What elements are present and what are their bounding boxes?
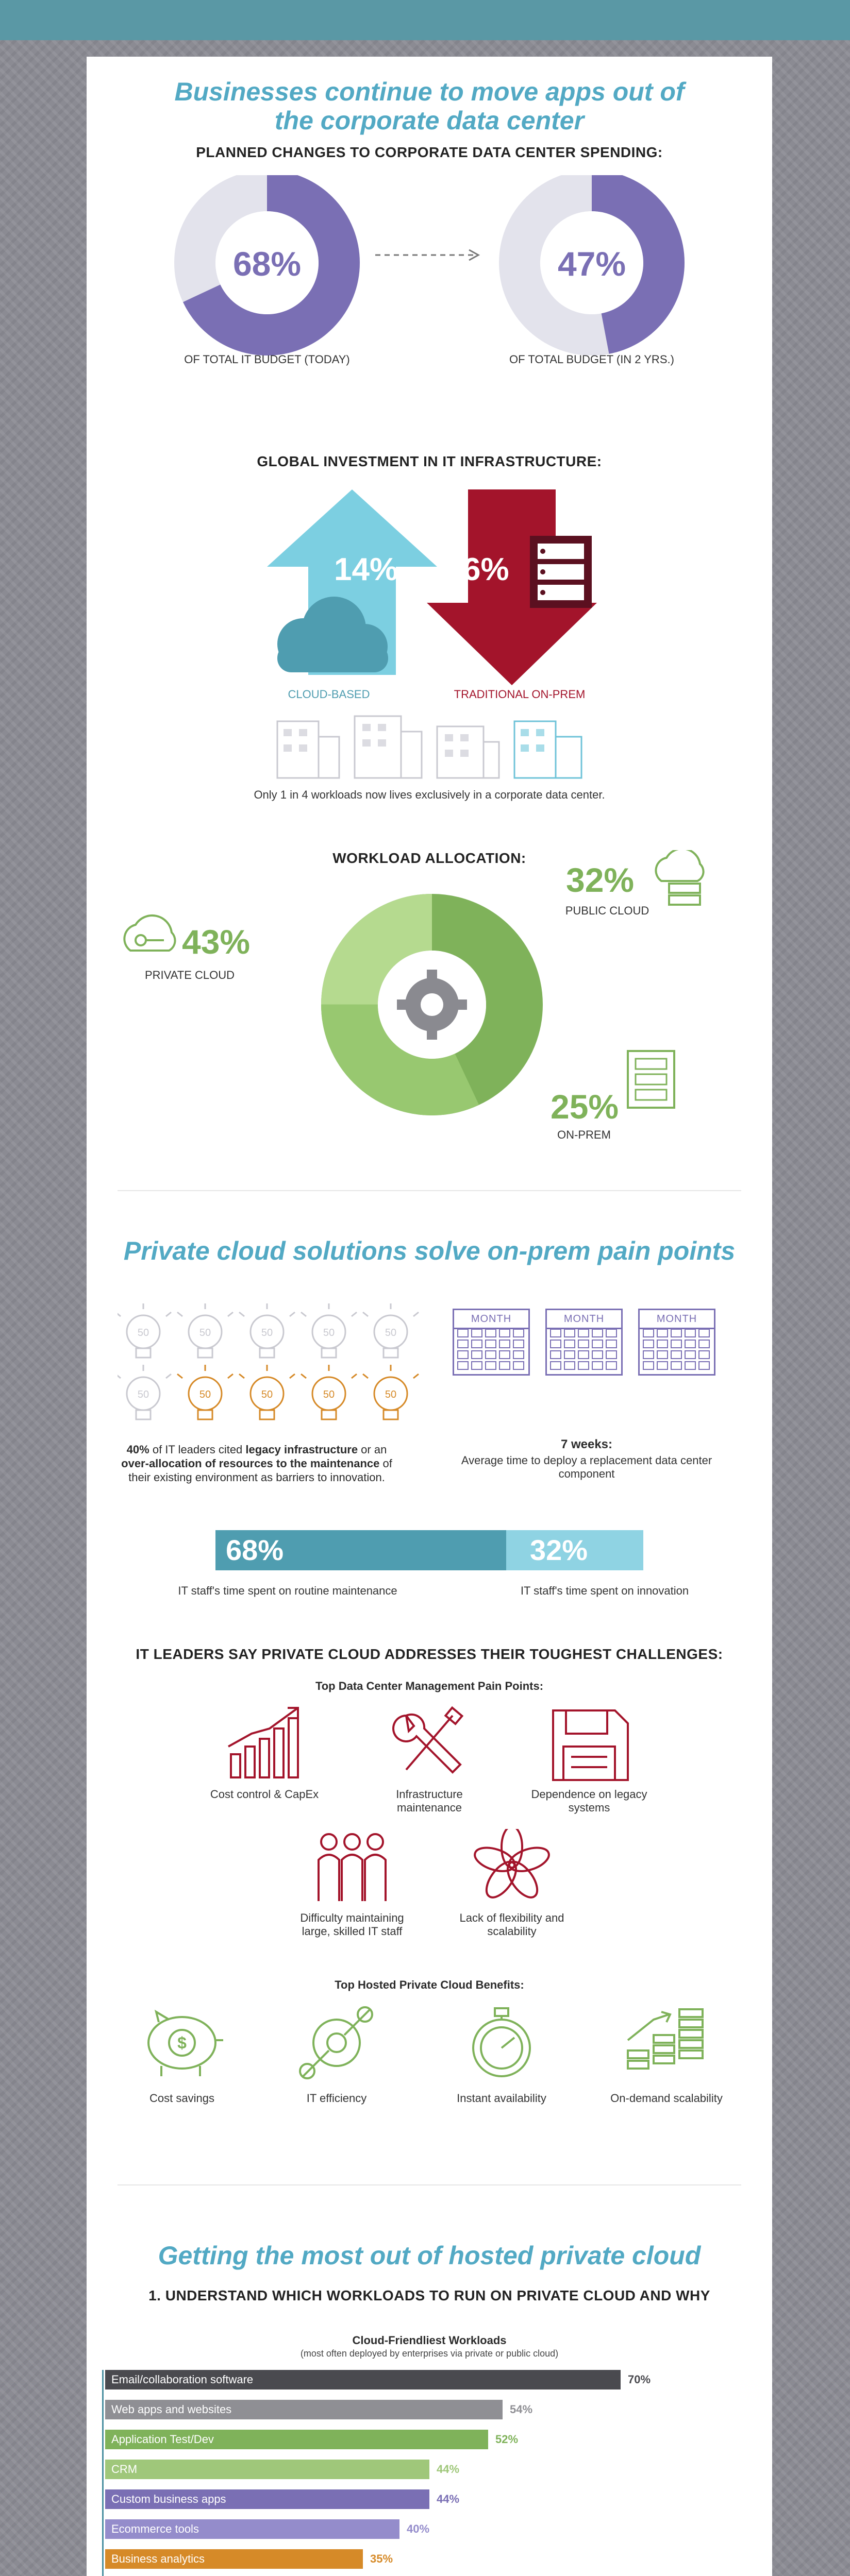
divider-1 [118, 1190, 741, 1191]
section1-title: Businesses continue to move apps out of the corporate data center [174, 77, 685, 135]
public-label: PUBLIC CLOUD [565, 904, 649, 917]
svg-text:50: 50 [323, 1327, 335, 1338]
scaling-servers-icon [623, 1999, 710, 2081]
svg-text:50: 50 [199, 1389, 211, 1400]
staff-group-icon [308, 1829, 396, 1906]
chart-value-label: 52% [495, 2433, 519, 2446]
benefit-label-2: IT efficiency [306, 2092, 367, 2105]
donut-2yrs [489, 175, 695, 361]
lightbulb-icon [363, 1365, 419, 1419]
chart-bar: Email/collaboration software [105, 2370, 621, 2389]
pain-label-4: Difficulty maintaining large, skilled IT staff [300, 1911, 404, 1938]
workloads-chart [87, 2370, 772, 2576]
chart-axis [102, 2370, 104, 2576]
divider-2 [118, 2184, 741, 2185]
benefits-title: Top Hosted Private Cloud Benefits: [335, 1978, 524, 1991]
chart-value-label: 40% [407, 2522, 430, 2535]
floppy-disk-icon [545, 1705, 633, 1783]
onprem-server-icon [623, 1046, 679, 1113]
chart-value-label: 35% [370, 2552, 393, 2565]
calendar-grid [453, 1329, 715, 1376]
svg-text:50: 50 [199, 1327, 211, 1338]
lightbulb-icon [118, 1365, 171, 1419]
pain-label-5: Lack of flexibility and scalability [459, 1911, 564, 1938]
chart-subtitle: (most often deployed by enterprises via private or public cloud) [300, 2348, 559, 2359]
public-pct: 32% [566, 861, 635, 899]
pain-label-1: Cost control & CapEx [210, 1788, 319, 1801]
svg-text:50: 50 [261, 1389, 273, 1400]
pain-label-2: Infrastructure maintenance [396, 1788, 463, 1814]
cloud-label: CLOUD-BASED [288, 688, 370, 701]
allocation-donut [319, 891, 545, 1118]
lightbulb-icon [239, 1365, 295, 1419]
innovation-caption: IT staff's time spent on innovation [520, 1584, 689, 1597]
rising-chart-icon [221, 1705, 308, 1783]
section3-title: Getting the most out of hosted private cloud [158, 2241, 701, 2270]
weeks-note: Average time to deploy a replacement data center component [461, 1454, 712, 1480]
top-band [0, 0, 850, 40]
svg-text:50: 50 [261, 1327, 273, 1338]
maintenance-pct: 68% [226, 1534, 284, 1566]
private-label: PRIVATE CLOUD [145, 969, 235, 981]
flower-knot-icon [468, 1829, 556, 1906]
private-cloud-key-icon [118, 907, 179, 969]
innovation-pct: 32% [530, 1534, 588, 1566]
weeks-title: 7 weeks: [560, 1437, 613, 1451]
maintenance-caption: IT staff's time spent on routine maintenance [178, 1584, 397, 1597]
onprem-alloc-label: ON-PREM [557, 1128, 611, 1141]
challenges-title: IT LEADERS SAY PRIVATE CLOUD ADDRESSES THEIR TOUGHEST CHALLENGES: [136, 1646, 723, 1662]
benefit-label-1: Cost savings [149, 2092, 214, 2105]
lightbulbs-icon [118, 1303, 427, 1432]
chart-title: Cloud-Friendliest Workloads [352, 2334, 507, 2347]
stopwatch-icon [458, 2004, 545, 2081]
cloud-pct: 14% [334, 552, 398, 587]
chart-bar: Application Test/Dev [105, 2430, 488, 2449]
piggy-bank-icon [138, 2004, 226, 2081]
gear-wrench-icon [293, 2004, 380, 2081]
month-calendar-1: MONTH [453, 1309, 530, 1376]
donut-2yrs-value: 47% [557, 245, 626, 283]
chart-value-label: 54% [510, 2403, 533, 2416]
section2-title: Private cloud solutions solve on-prem pain points [123, 1236, 736, 1265]
legacy-note: 40% of IT leaders cited legacy infrastructure or an over-allocation of resources to the maintenance of their existing environment as barriers to innovation. [121, 1443, 392, 1484]
legacy-note-pct: 40% [126, 1443, 149, 1456]
donut-today [164, 175, 370, 361]
lightbulb-icon [239, 1303, 295, 1358]
private-pct: 43% [182, 923, 251, 961]
chart-bar: CRM [105, 2460, 429, 2479]
infographic-card [87, 57, 772, 2576]
svg-text:$: $ [177, 2033, 187, 2052]
onprem-pct: 6% [463, 552, 509, 587]
svg-text:50: 50 [323, 1389, 335, 1400]
lightbulb-icon [177, 1303, 233, 1358]
pain-title: Top Data Center Management Pain Points: [315, 1680, 544, 1692]
onprem-alloc-pct: 25% [551, 1088, 619, 1126]
lightbulb-icon [301, 1303, 357, 1358]
buildings-icon [272, 706, 592, 783]
chart-value-label: 44% [437, 2463, 460, 2476]
chart-bar: Business analytics [105, 2549, 363, 2569]
chart-bar: Ecommerce tools [105, 2519, 399, 2539]
svg-text:50: 50 [137, 1389, 149, 1400]
month-calendar-2: MONTH [545, 1309, 623, 1376]
benefit-label-4: On-demand scalability [610, 2092, 723, 2105]
workloads-note: Only 1 in 4 workloads now lives exclusively in a corporate data center. [254, 788, 605, 801]
lightbulb-icon [301, 1365, 357, 1419]
pain-label-3: Dependence on legacy systems [531, 1788, 647, 1814]
onprem-label: TRADITIONAL ON-PREM [454, 688, 586, 701]
spending-title: PLANNED CHANGES TO CORPORATE DATA CENTER SPENDING: [196, 144, 663, 160]
time-split-bar [215, 1530, 643, 1570]
dashed-arrow-icon [375, 247, 484, 263]
chart-bar: Custom business apps [105, 2489, 429, 2509]
chart-bar: Web apps and websites [105, 2400, 503, 2419]
benefit-label-3: Instant availability [457, 2092, 546, 2105]
chart-value-label: 70% [628, 2373, 651, 2386]
step1-title: 1. UNDERSTAND WHICH WORKLOADS TO RUN ON PRIVATE CLOUD AND WHY [148, 2287, 710, 2303]
donut-2yrs-caption: OF TOTAL BUDGET (IN 2 YRS.) [509, 353, 674, 366]
allocation-title: WORKLOAD ALLOCATION: [332, 850, 526, 866]
donut-today-caption: OF TOTAL IT BUDGET (TODAY) [184, 353, 350, 366]
lightbulb-icon [118, 1303, 171, 1358]
lightbulb-icon [363, 1303, 419, 1358]
month-calendar-3: MONTH [638, 1309, 715, 1376]
donut-today-value: 68% [232, 245, 302, 283]
investment-title: GLOBAL INVESTMENT IN IT INFRASTRUCTURE: [257, 453, 602, 469]
svg-text:50: 50 [137, 1327, 149, 1338]
chart-value-label: 44% [437, 2493, 460, 2505]
tools-icon [386, 1705, 473, 1783]
lightbulb-icon [177, 1365, 233, 1419]
svg-text:50: 50 [385, 1389, 397, 1400]
svg-text:50: 50 [385, 1327, 397, 1338]
